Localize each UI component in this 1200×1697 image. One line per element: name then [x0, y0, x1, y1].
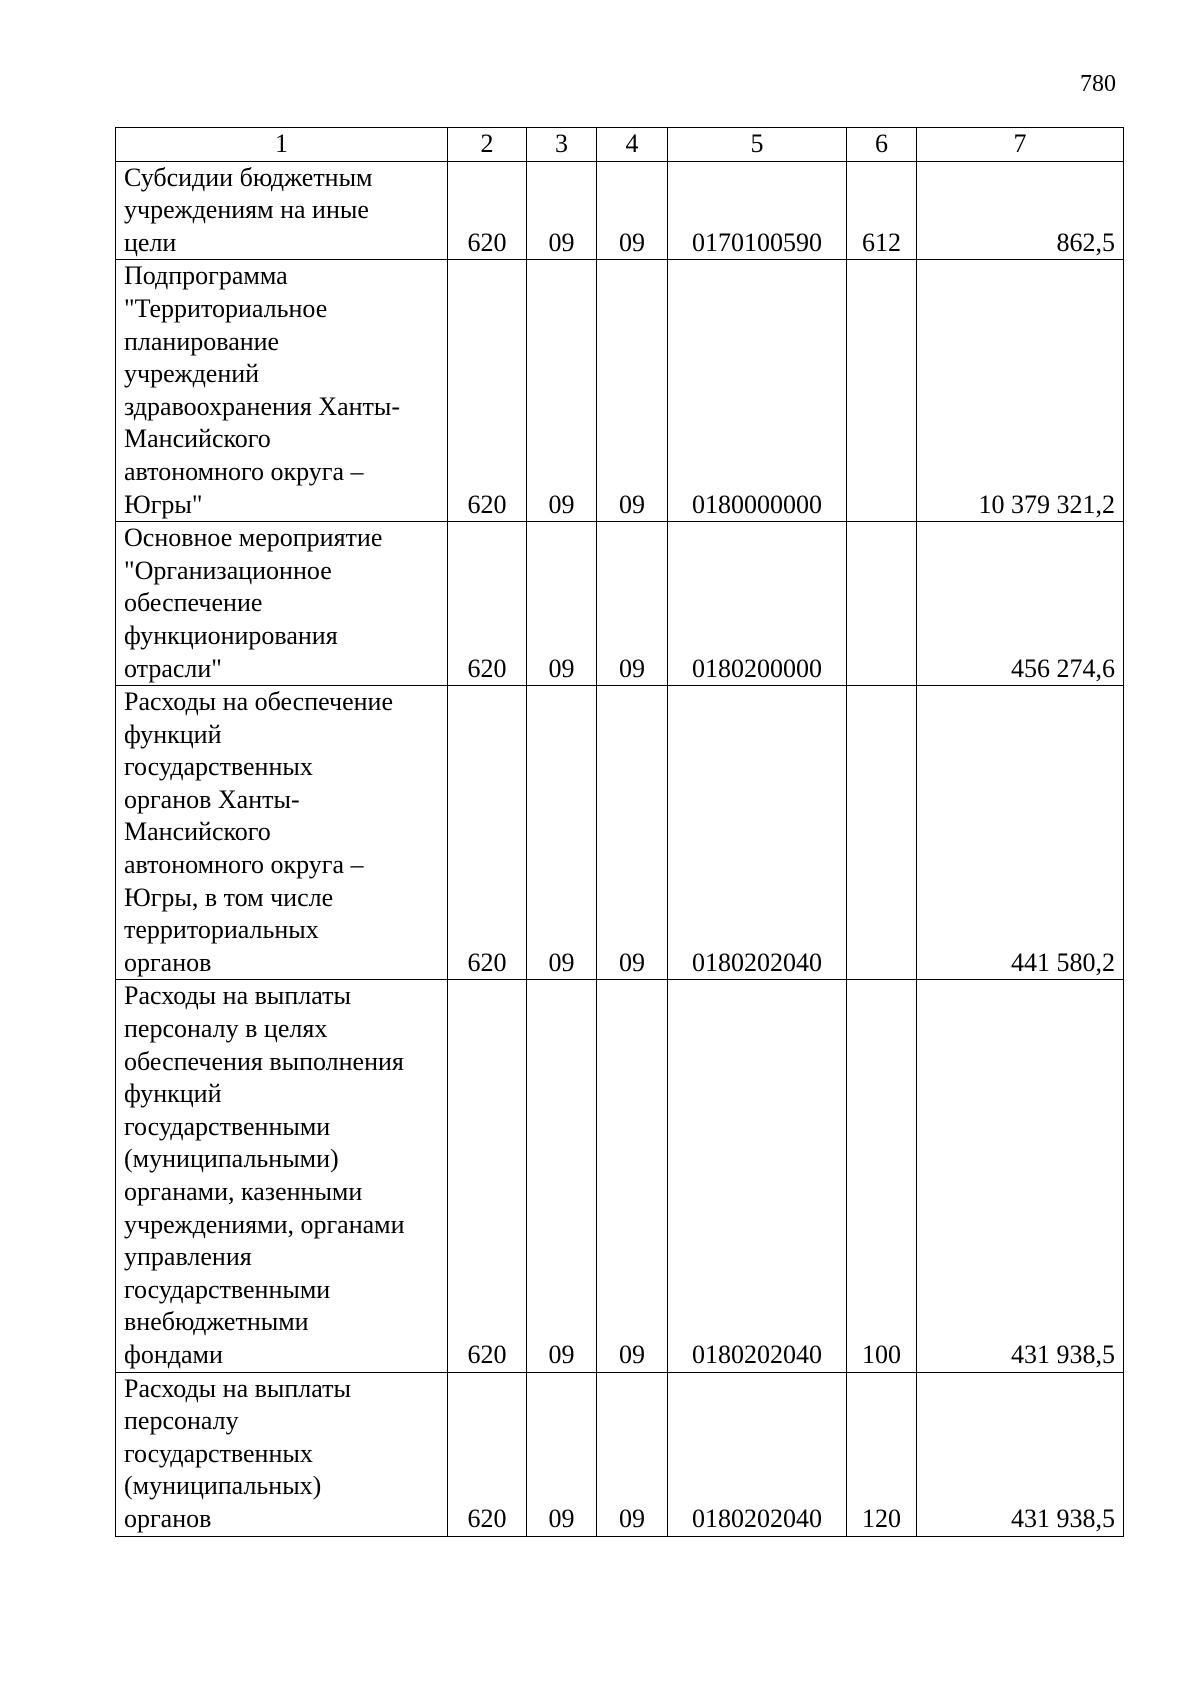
- row-name-cell: [116, 161, 448, 260]
- ministry-code-cell: 620: [448, 1372, 527, 1536]
- table-row: [116, 686, 1124, 980]
- ministry-code-cell: 620: [448, 260, 527, 522]
- section-code-cell: 09: [527, 161, 597, 260]
- amount-cell: 10 379 321,2: [917, 260, 1124, 522]
- row-name-cell: [116, 980, 448, 1372]
- amount-cell: 456 274,6: [917, 522, 1124, 686]
- table-row: [116, 522, 1124, 686]
- row-name-line: Подпрограмма: [124, 261, 288, 291]
- row-name-line: отрасли": [124, 653, 222, 683]
- section-code-cell: 09: [527, 686, 597, 980]
- header-cell: 1: [116, 128, 448, 162]
- row-name-line: внебюджетными: [124, 1307, 309, 1337]
- row-name-line: органами, казенными: [124, 1177, 363, 1206]
- target-article-cell: 0180202040: [668, 980, 847, 1372]
- row-name-cell: [116, 260, 448, 522]
- table-row: [116, 260, 1124, 522]
- row-name-line: органов: [124, 947, 212, 977]
- row-name-line: "Территориальное: [124, 293, 328, 323]
- page-number: 780: [1080, 71, 1116, 97]
- row-name-line: Основное мероприятие: [124, 523, 383, 553]
- section-code-cell: 09: [527, 980, 597, 1372]
- row-name-line: персоналу: [124, 1406, 239, 1436]
- row-name-line: обеспечения выполнения: [124, 1046, 404, 1076]
- row-name-line: учреждениями, органами: [124, 1209, 405, 1239]
- row-name-line: Расходы на выплаты: [124, 1373, 351, 1403]
- row-name-line: (муниципальными): [124, 1144, 339, 1174]
- row-name-line: Субсидии бюджетным: [124, 162, 373, 192]
- row-name-line: цели: [124, 227, 177, 257]
- subsection-code-cell: 09: [597, 260, 668, 522]
- ministry-code-cell: 620: [448, 161, 527, 260]
- row-name-line: планирование: [124, 326, 280, 356]
- expense-type-cell: 120: [847, 1372, 917, 1536]
- row-name-line: управления: [124, 1242, 252, 1272]
- row-name-cell: [116, 522, 448, 686]
- row-name-line: государственных: [124, 752, 313, 782]
- row-name-line: фондами: [124, 1339, 223, 1369]
- row-name-cell: [116, 1372, 448, 1536]
- table-row: [116, 980, 1124, 1372]
- row-name-line: учреждений: [124, 359, 260, 389]
- row-name-line: обеспечение: [124, 588, 263, 618]
- budget-table: [115, 127, 1124, 1537]
- row-name-line: "Организационное: [124, 555, 332, 585]
- expense-type-cell: [847, 260, 917, 522]
- row-name-line: органов: [124, 1503, 212, 1533]
- row-name-line: здравоохранения Ханты-: [124, 391, 401, 421]
- target-article-cell: 0170100590: [668, 161, 847, 260]
- target-article-cell: 0180202040: [668, 1372, 847, 1536]
- header-cell: 4: [597, 128, 668, 162]
- ministry-code-cell: 620: [448, 686, 527, 980]
- amount-cell: 441 580,2: [917, 686, 1124, 980]
- row-name-line: персоналу в целях: [124, 1014, 328, 1044]
- row-name-line: территориальных: [124, 915, 319, 945]
- row-name-line: Югры": [124, 489, 203, 519]
- subsection-code-cell: 09: [597, 980, 668, 1372]
- amount-cell: 431 938,5: [917, 1372, 1124, 1536]
- subsection-code-cell: 09: [597, 1372, 668, 1536]
- row-name-cell: [116, 686, 448, 980]
- expense-type-cell: 100: [847, 980, 917, 1372]
- section-code-cell: 09: [527, 522, 597, 686]
- row-name-line: функций: [124, 1079, 222, 1109]
- row-name-line: органов Ханты-: [124, 784, 300, 814]
- section-code-cell: 09: [527, 260, 597, 522]
- row-name-line: автономного округа –: [124, 456, 364, 486]
- subsection-code-cell: 09: [597, 522, 668, 686]
- table-row: [116, 1372, 1124, 1536]
- amount-cell: 862,5: [917, 161, 1124, 260]
- header-row: [116, 128, 1124, 162]
- expense-type-cell: [847, 686, 917, 980]
- target-article-cell: 0180200000: [668, 522, 847, 686]
- ministry-code-cell: 620: [448, 980, 527, 1372]
- row-name-line: государственными: [124, 1274, 331, 1304]
- target-article-cell: 0180000000: [668, 260, 847, 522]
- target-article-cell: 0180202040: [668, 686, 847, 980]
- amount-cell: 431 938,5: [917, 980, 1124, 1372]
- header-cell: 6: [847, 128, 917, 162]
- row-name-line: Югры, в том числе: [124, 882, 334, 912]
- expense-type-cell: [847, 522, 917, 686]
- row-name-line: Расходы на выплаты: [124, 981, 351, 1011]
- row-name-line: Расходы на обеспечение: [124, 687, 394, 717]
- row-name-line: автономного округа –: [124, 850, 364, 880]
- header-cell: 5: [668, 128, 847, 162]
- section-code-cell: 09: [527, 1372, 597, 1536]
- row-name-line: Мансийского: [124, 817, 271, 847]
- header-cell: 2: [448, 128, 527, 162]
- expense-type-cell: 612: [847, 161, 917, 260]
- row-name-line: (муниципальных): [124, 1471, 322, 1501]
- row-name-line: государственных: [124, 1438, 313, 1468]
- header-cell: 3: [527, 128, 597, 162]
- row-name-line: учреждениям на иные: [124, 195, 369, 225]
- row-name-line: Мансийского: [124, 424, 271, 454]
- subsection-code-cell: 09: [597, 686, 668, 980]
- ministry-code-cell: 620: [448, 522, 527, 686]
- row-name-line: функций: [124, 719, 222, 749]
- row-name-line: функционирования: [124, 620, 338, 650]
- row-name-line: государственными: [124, 1111, 331, 1141]
- subsection-code-cell: 09: [597, 161, 668, 260]
- table-row: [116, 161, 1124, 260]
- header-cell: 7: [917, 128, 1124, 162]
